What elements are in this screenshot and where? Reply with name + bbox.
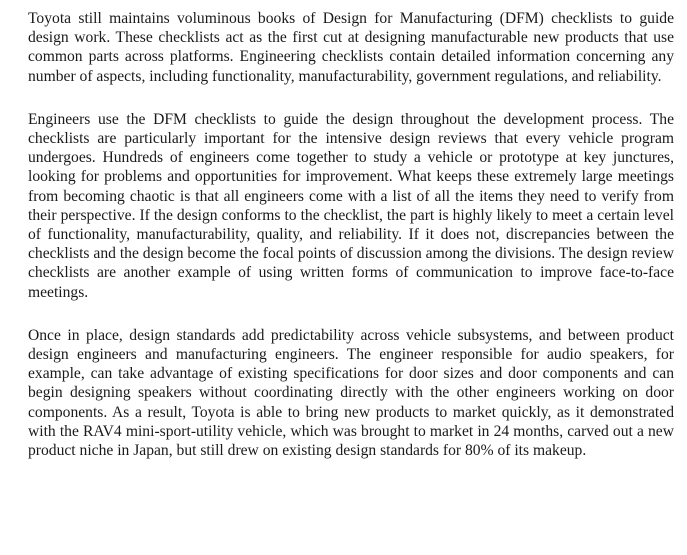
paragraph-design-standards: Once in place, design standards add predictability across vehicle subsystems, and between product design engineers and manufacturing engineers. The engineer responsible for audio speakers, for example, can take advantage of existing specifications for door sizes and door components and can begin designing speakers without coordinating directly with the other engineers working on door components. As a result, Toyota is able to bring new products to market quickly, as it demonstrated with the RAV4 mini-sport-utility vehicle, which was brought to market in 24 months, carved out a new product niche in Japan, but still drew on existing design standards for 80% of its makeup. [28,326,674,460]
paragraph-dfm-checklists: Toyota still maintains voluminous books of Design for Manufacturing (DFM) checklists to guide design work. These checklists act as the first cut at designing manufacturable new products that use common parts across platforms. Engineering checklists contain detailed information concerning any number of aspects, including functionality, manufacturability, government regulations, and reliability. [28,10,674,85]
paragraph-design-reviews: Engineers use the DFM checklists to guide the design throughout the development process. The checklists are particularly important for the intensive design reviews that every vehicle program undergoes. Hundreds of engineers come together to study a vehicle or prototype at key junctures, looking for problems and opportunities for improvement. What keeps these extremely large meetings from becoming chaotic is that all engineers come with a list of all the items they need to verify from their perspective. If the design conforms to the checklist, the part is highly likely to meet a certain level of functionality, manufacturability, quality, and reliability. If it does not, discrepancies between the checklists and the design become the focal points of discussion among the divisions. The design review checklists are another example of using written forms of communication to improve face-to-face meetings. [28,110,674,301]
document-page [28,9,674,460]
